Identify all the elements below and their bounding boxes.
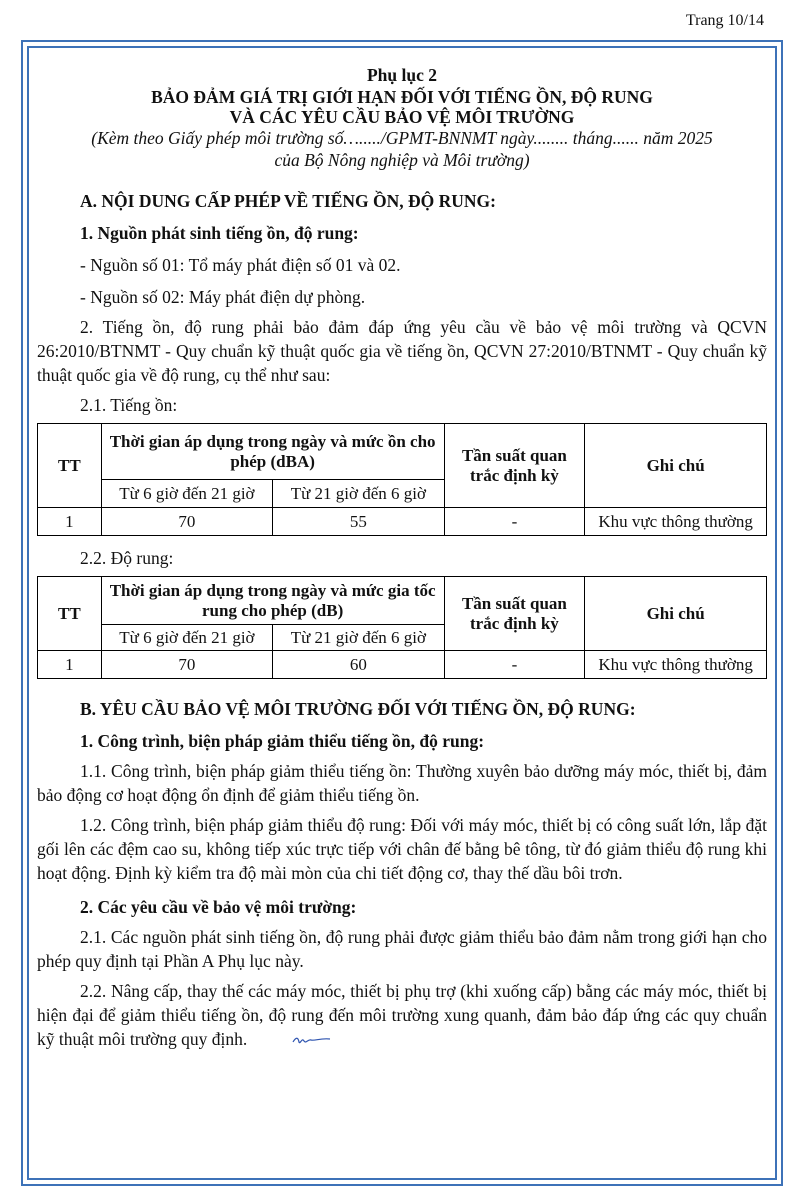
section-b-item2-2: 2.2. Nâng cấp, thay thế các máy móc, thiết bị phụ trợ (khi xuống cấp) bằng các máy móc, thiết bị hiện đại để giảm thiểu tiếng ồn, độ rung đến môi trường xung quanh, đảm bảo đáp ứng các quy chuẩn kỹ thuật môi trường quy định. [37,981,767,1049]
document-body [37,55,767,1053]
table-row [38,508,767,536]
table-header-night: Từ 21 giờ đến 6 giờ [273,625,444,651]
section-a-heading: A. NỘI DUNG CẤP PHÉP VỀ TIẾNG ỒN, ĐỘ RUNG: [80,191,496,211]
section-a-item2-text: 2. Tiếng ồn, độ rung phải bảo đảm đáp ứng yêu cầu về bảo vệ môi trường và QCVN 26:2010/BTNMT - Quy chuẩn kỹ thuật quốc gia về tiếng ồn, QCVN 27:2010/BTNMT - Quy chuẩn kỹ thuật quốc gia về độ rung, cụ thể như sau: [37,317,767,385]
page-number: Trang 10/14 [685,12,764,29]
noise-source-2: - Nguồn số 02: Máy phát điện dự phòng. [80,287,366,307]
cell-tt: 1 [38,651,102,679]
table-header-frequency: Tần suất quan trắc định kỳ [444,424,585,508]
section-b-item2-1: 2.1. Các nguồn phát sinh tiếng ồn, độ rung phải được giảm thiểu bảo đảm nằm trong giới hạn cho phép quy định tại Phần A Phụ lục này. [37,927,767,971]
table-header-day: Từ 6 giờ đến 21 giờ [101,625,272,651]
document-title-line1: BẢO ĐẢM GIÁ TRỊ GIỚI HẠN ĐỐI VỚI TIẾNG ỒN, ĐỘ RUNG [151,87,653,107]
cell-night-value: 55 [273,508,444,536]
table-header-note: Ghi chú [585,577,767,651]
cell-tt: 1 [38,508,102,536]
vibration-table-label: 2.2. Độ rung: [80,548,174,568]
table-header-tt: TT [38,577,102,651]
table-row [38,651,767,679]
cell-note: Khu vực thông thường [585,651,767,679]
document-subtitle-line2: của Bộ Nông nghiệp và Môi trường) [274,150,530,170]
section-a-item1-heading: 1. Nguồn phát sinh tiếng ồn, độ rung: [80,223,359,243]
table-header-tt: TT [38,424,102,508]
noise-source-1: - Nguồn số 01: Tổ máy phát điện số 01 và 02. [80,255,401,275]
table-header-frequency: Tần suất quan trắc định kỳ [444,577,585,651]
section-b-item1-2: 1.2. Công trình, biện pháp giảm thiểu độ rung: Đối với máy móc, thiết bị có công suất lớn, lắp đặt gối lên các đệm cao su, không tiếp xúc trực tiếp với chân đế bằng bê tông, từ đó giảm thiểu độ rung khi hoạt động. Định kỳ kiểm tra độ mài mòn của chi tiết động cơ, thay thế dầu bôi trơn. [37,815,767,883]
noise-limit-table [37,423,767,536]
section-b-heading: B. YÊU CẦU BẢO VỆ MÔI TRƯỜNG ĐỐI VỚI TIẾNG ỒN, ĐỘ RUNG: [80,699,636,719]
noise-table-label: 2.1. Tiếng ồn: [80,395,178,415]
initials-signature [249,1029,332,1053]
vibration-limit-table [37,576,767,679]
cell-frequency: - [444,651,585,679]
table-header-note: Ghi chú [585,424,767,508]
cell-day-value: 70 [101,651,272,679]
section-b-item2-heading: 2. Các yêu cầu về bảo vệ môi trường: [80,897,357,917]
appendix-title: Phụ lục 2 [366,65,438,85]
section-b-item1-heading: 1. Công trình, biện pháp giảm thiểu tiếng ồn, độ rung: [80,731,485,751]
cell-frequency: - [444,508,585,536]
table-header-time: Thời gian áp dụng trong ngày và mức ồn cho phép (dBA) [101,424,444,480]
document-subtitle-line1: (Kèm theo Giấy phép môi trường số…...../GPMT-BNNMT ngày........ tháng...... năm 2025 [91,128,713,148]
table-header-night: Từ 21 giờ đến 6 giờ [273,480,444,508]
section-b-item1-1: 1.1. Công trình, biện pháp giảm thiểu tiếng ồn: Thường xuyên bảo dưỡng máy móc, thiết bị, đảm bảo động cơ hoạt động ổn định để giảm thiểu tiếng ồn. [37,761,767,805]
cell-day-value: 70 [101,508,272,536]
table-header-time: Thời gian áp dụng trong ngày và mức gia tốc rung cho phép (dB) [101,577,444,625]
cell-note: Khu vực thông thường [585,508,767,536]
document-title-line2: VÀ CÁC YÊU CẦU BẢO VỆ MÔI TRƯỜNG [229,107,575,127]
table-header-day: Từ 6 giờ đến 21 giờ [101,480,272,508]
cell-night-value: 60 [273,651,444,679]
